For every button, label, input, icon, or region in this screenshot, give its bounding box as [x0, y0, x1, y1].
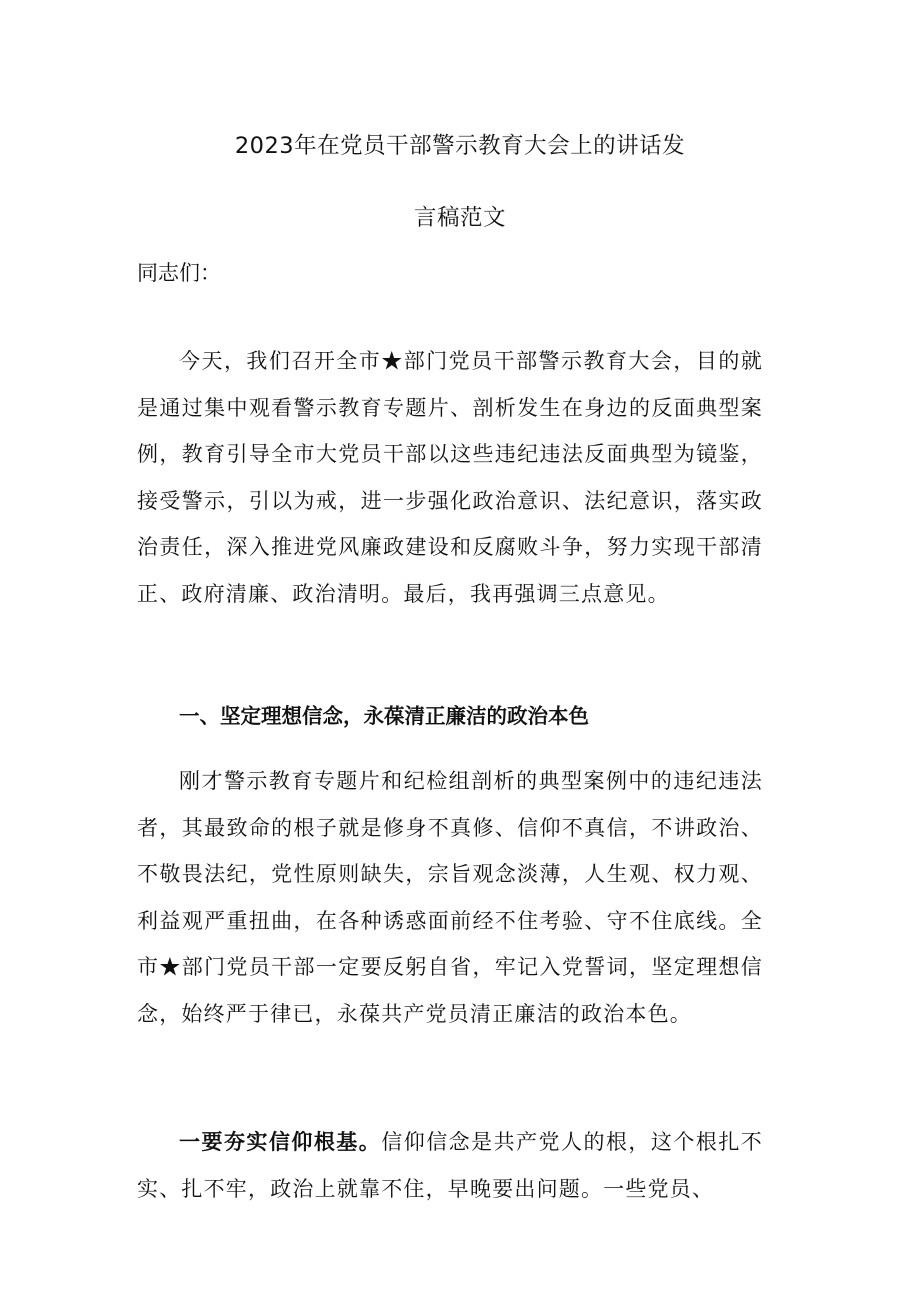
- section-1-heading: 一、坚定理想信念，永葆清正廉洁的政治本色: [179, 704, 589, 728]
- subpoint-1-lead: 一要夯实信仰根基。: [179, 1130, 382, 1154]
- subpoint-1-body: 信仰信念是共产党人的根，这个根扎不实、扎不牢，政治上就靠不住，早晚要出问题。一些党员、: [137, 1130, 763, 1201]
- opening-paragraph: 今天，我们召开全市★部门党员干部警示教育大会，目的就是通过集中观看警示教育专题片、剖析发生在身边的反面典型案例，教育引导全市大党员干部以这些违纪违法反面典型为镜鉴，接受警示，引以为戒，进一步强化政治意识、法纪意识，落实政治责任，深入推进党风廉政建设和反腐败斗争，努力实现干部清正、政府清廉、政治清明。最后，我再强调三点意见。: [137, 349, 763, 606]
- salutation: 同志们：: [137, 261, 221, 285]
- section-1-paragraph: 刚才警示教育专题片和纪检组剖析的典型案例中的违纪违法者，其最致命的根子就是修身不真修、信仰不真信，不讲政治、不敬畏法纪，党性原则缺失，宗旨观念淡薄，人生观、权力观、利益观严重扭曲，在各种诱惑面前经不住考验、守不住底线。全市★部门党员干部一定要反躬自省，牢记入党誓词，坚定理想信念，始终严于律已，永葆共产党员清正廉洁的政治本色。: [137, 769, 763, 1026]
- subpoint-1-paragraph: [137, 1119, 763, 1212]
- document-title-line-1: 2023年在党员干部警示教育大会上的讲话发: [234, 133, 686, 159]
- document-title-line-2: 言稿范文: [413, 205, 506, 231]
